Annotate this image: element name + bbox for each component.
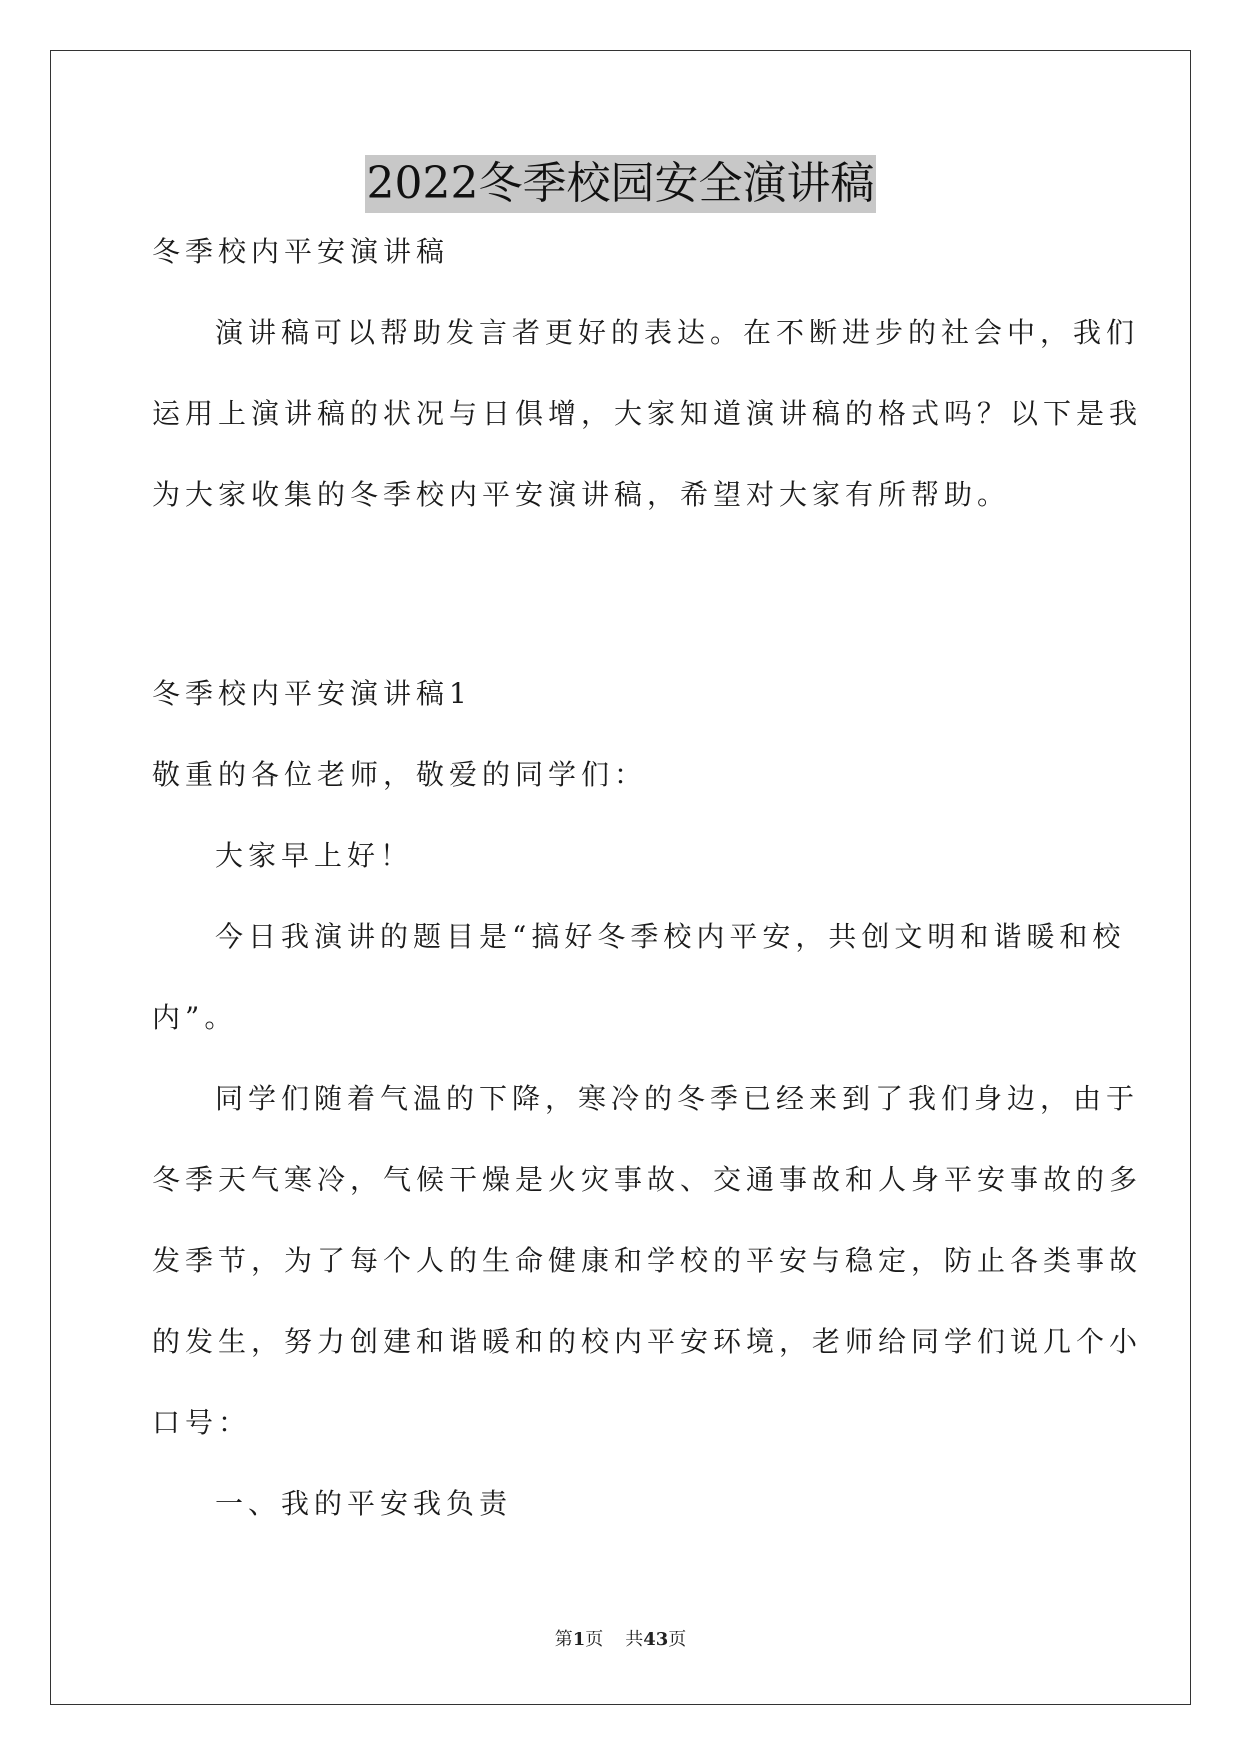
- text-line: 敬重的各位老师，敬爱的同学们：: [152, 758, 648, 791]
- text-line: 为大家收集的冬季校内平安演讲稿，希望对大家有所帮助。: [152, 478, 1011, 511]
- text-line: 冬季校内平安演讲稿: [152, 235, 450, 268]
- page-label-suffix: 页: [585, 1629, 604, 1650]
- text-line: 一、我的平安我负责: [215, 1487, 513, 1520]
- total-pages: 43: [643, 1629, 669, 1650]
- text-line: 内”。: [152, 1001, 238, 1034]
- text-line: 冬季天气寒冷，气候干燥是火灾事故、交通事故和人身平安事故的多: [152, 1163, 1143, 1196]
- text-line: 的发生，努力创建和谐暖和的校内平安环境，老师给同学们说几个小: [152, 1325, 1143, 1358]
- total-label-prefix: 共: [625, 1629, 644, 1650]
- document-title: 2022冬季校园安全演讲稿: [365, 155, 877, 213]
- page-footer: [0, 1628, 1241, 1652]
- text-line: 演讲稿可以帮助发言者更好的表达。在不断进步的社会中，我们: [215, 316, 1140, 349]
- text-line: 冬季校内平安演讲稿1: [152, 677, 472, 710]
- text-line: 口号：: [152, 1406, 252, 1439]
- text-line: 运用上演讲稿的状况与日俱增，大家知道演讲稿的格式吗？以下是我: [152, 397, 1143, 430]
- title-container: [0, 155, 1241, 213]
- page-number: 1: [572, 1629, 586, 1650]
- page-border: [50, 50, 1191, 1705]
- text-line: 今日我演讲的题目是“搞好冬季校内平安，共创文明和谐暖和校: [215, 920, 1126, 953]
- text-line: 同学们随着气温的下降，寒冷的冬季已经来到了我们身边，由于: [215, 1082, 1140, 1115]
- text-line: 大家早上好！: [215, 839, 414, 872]
- total-label-suffix: 页: [668, 1629, 687, 1650]
- page-label-prefix: 第: [554, 1629, 573, 1650]
- text-line: 发季节，为了每个人的生命健康和学校的平安与稳定，防止各类事故: [152, 1244, 1143, 1277]
